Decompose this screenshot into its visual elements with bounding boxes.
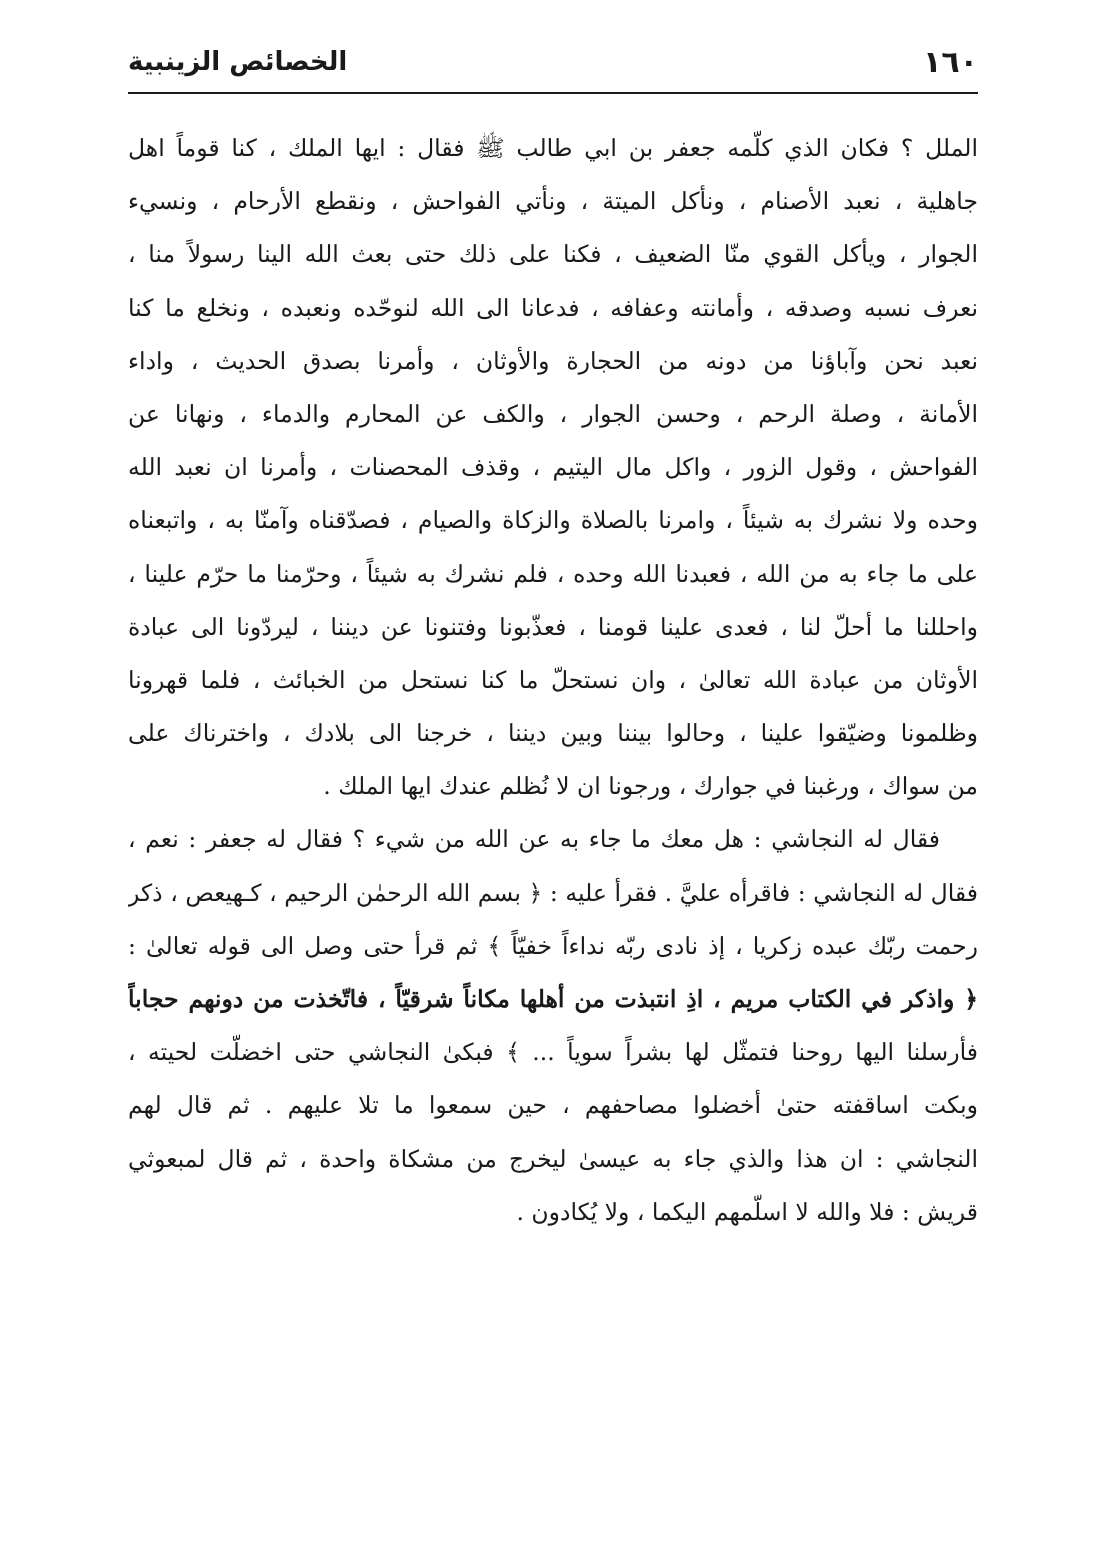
text-line: الأوثان من عبادة الله تعالىٰ ، وان نستحلّ ما كنا نستحل من الخبائث ، فلما قهرونا [128,665,978,694]
text-line: الأمانة ، وصلة الرحم ، وحسن الجوار ، والكف عن المحارم والدماء ، ونهانا عن [128,399,978,428]
text-line: من سواك ، ورغبنا في جوارك ، ورجونا ان لا نُظلم عندك ايها الملك . [323,772,978,801]
book-title: الخصائص الزينبية [128,47,348,77]
page-number: ١٦٠ [923,44,978,80]
text-line: الجوار ، ويأكل القوي منّا الضعيف ، فكنا على ذلك حتى بعث الله الينا رسولاً منا ، [128,240,978,269]
text-line: فقال له النجاشي : فاقرأه عليَّ . فقرأ عليه : ﴿ بسم الله الرحمٰن الرحيم ، كـهيعص ، ذكر [128,878,978,907]
text-line: فقال له النجاشي : هل معك ما جاء به عن الله من شيء ؟ فقال له جعفر : نعم ، [128,825,940,854]
text-line: وظلمونا وضيّقوا علينا ، وحالوا بيننا وبين ديننا ، خرجنا الى بلادك ، واخترناك على [128,719,978,748]
text-line: على ما جاء به من الله ، فعبدنا الله وحده ، فلم نشرك به شيئاً ، وحرّمنا ما حرّم علينا ، [128,559,978,588]
running-header [128,38,978,86]
text-line: رحمت ربّك عبده زكريا ، إذ نادى ربّه نداءاً خفيّاً ﴾ ثم قرأ حتى وصل الى قوله تعالىٰ : [128,931,978,960]
text-line: نعرف نسبه وصدقه ، وأمانته وعفافه ، فدعانا الى الله لنوحّده ونعبده ، ونخلع ما كنا [128,293,978,322]
paragraph-ja-far-speech [128,122,978,813]
text-line: وبكت اساقفته حتىٰ أخضلوا مصاحفهم ، حين سمعوا ما تلا عليهم . ثم قال لهم [128,1091,978,1120]
header-rule [128,92,978,94]
paragraph-najashi-reply [128,813,978,1239]
text-line: الفواحش ، وقول الزور ، واكل مال اليتيم ، وقذف المحصنات ، وأمرنا ان نعبد الله [128,453,978,482]
text-line: جاهلية ، نعبد الأصنام ، ونأكل الميتة ، ونأتي الفواحش ، ونقطع الأرحام ، ونسيء [128,187,978,216]
text-line: النجاشي : ان هذا والذي جاء به عيسىٰ ليخرج من مشكاة واحدة ، ثم قال لمبعوثي [128,1144,978,1173]
quran-verse-line: ﴿ واذكر في الكتاب مريم ، اذِ انتبذت من أهلها مكاناً شرقيّاً ، فاتّخذت من دونهم حجاباً [128,985,978,1013]
text-body [128,122,978,1239]
text-line: قريش : فلا والله لا اسلّمهم اليكما ، ولا يُكادون . [516,1197,978,1226]
text-line: الملل ؟ فكان الذي كلّمه جعفر بن ابي طالب ﷺ فقال : ايها الملك ، كنا قوماً اهل [128,134,978,162]
text-line: نعبد نحن وآباؤنا من دونه من الحجارة والأوثان ، وأمرنا بصدق الحديث ، واداء [128,346,978,375]
text-line: فأرسلنا اليها روحنا فتمثّل لها بشراً سوياً ... ﴾ فبكىٰ النجاشي حتى اخضلّت لحيته ، [128,1038,978,1067]
text-line: وحده ولا نشرك به شيئاً ، وامرنا بالصلاة والزكاة والصيام ، فصدّقناه وآمنّا به ، واتبعناه [128,506,978,535]
text-line: واحللنا ما أحلّ لنا ، فعدى علينا قومنا ، فعذّبونا وفتنونا عن ديننا ، ليردّونا الى عبادة [128,612,978,641]
